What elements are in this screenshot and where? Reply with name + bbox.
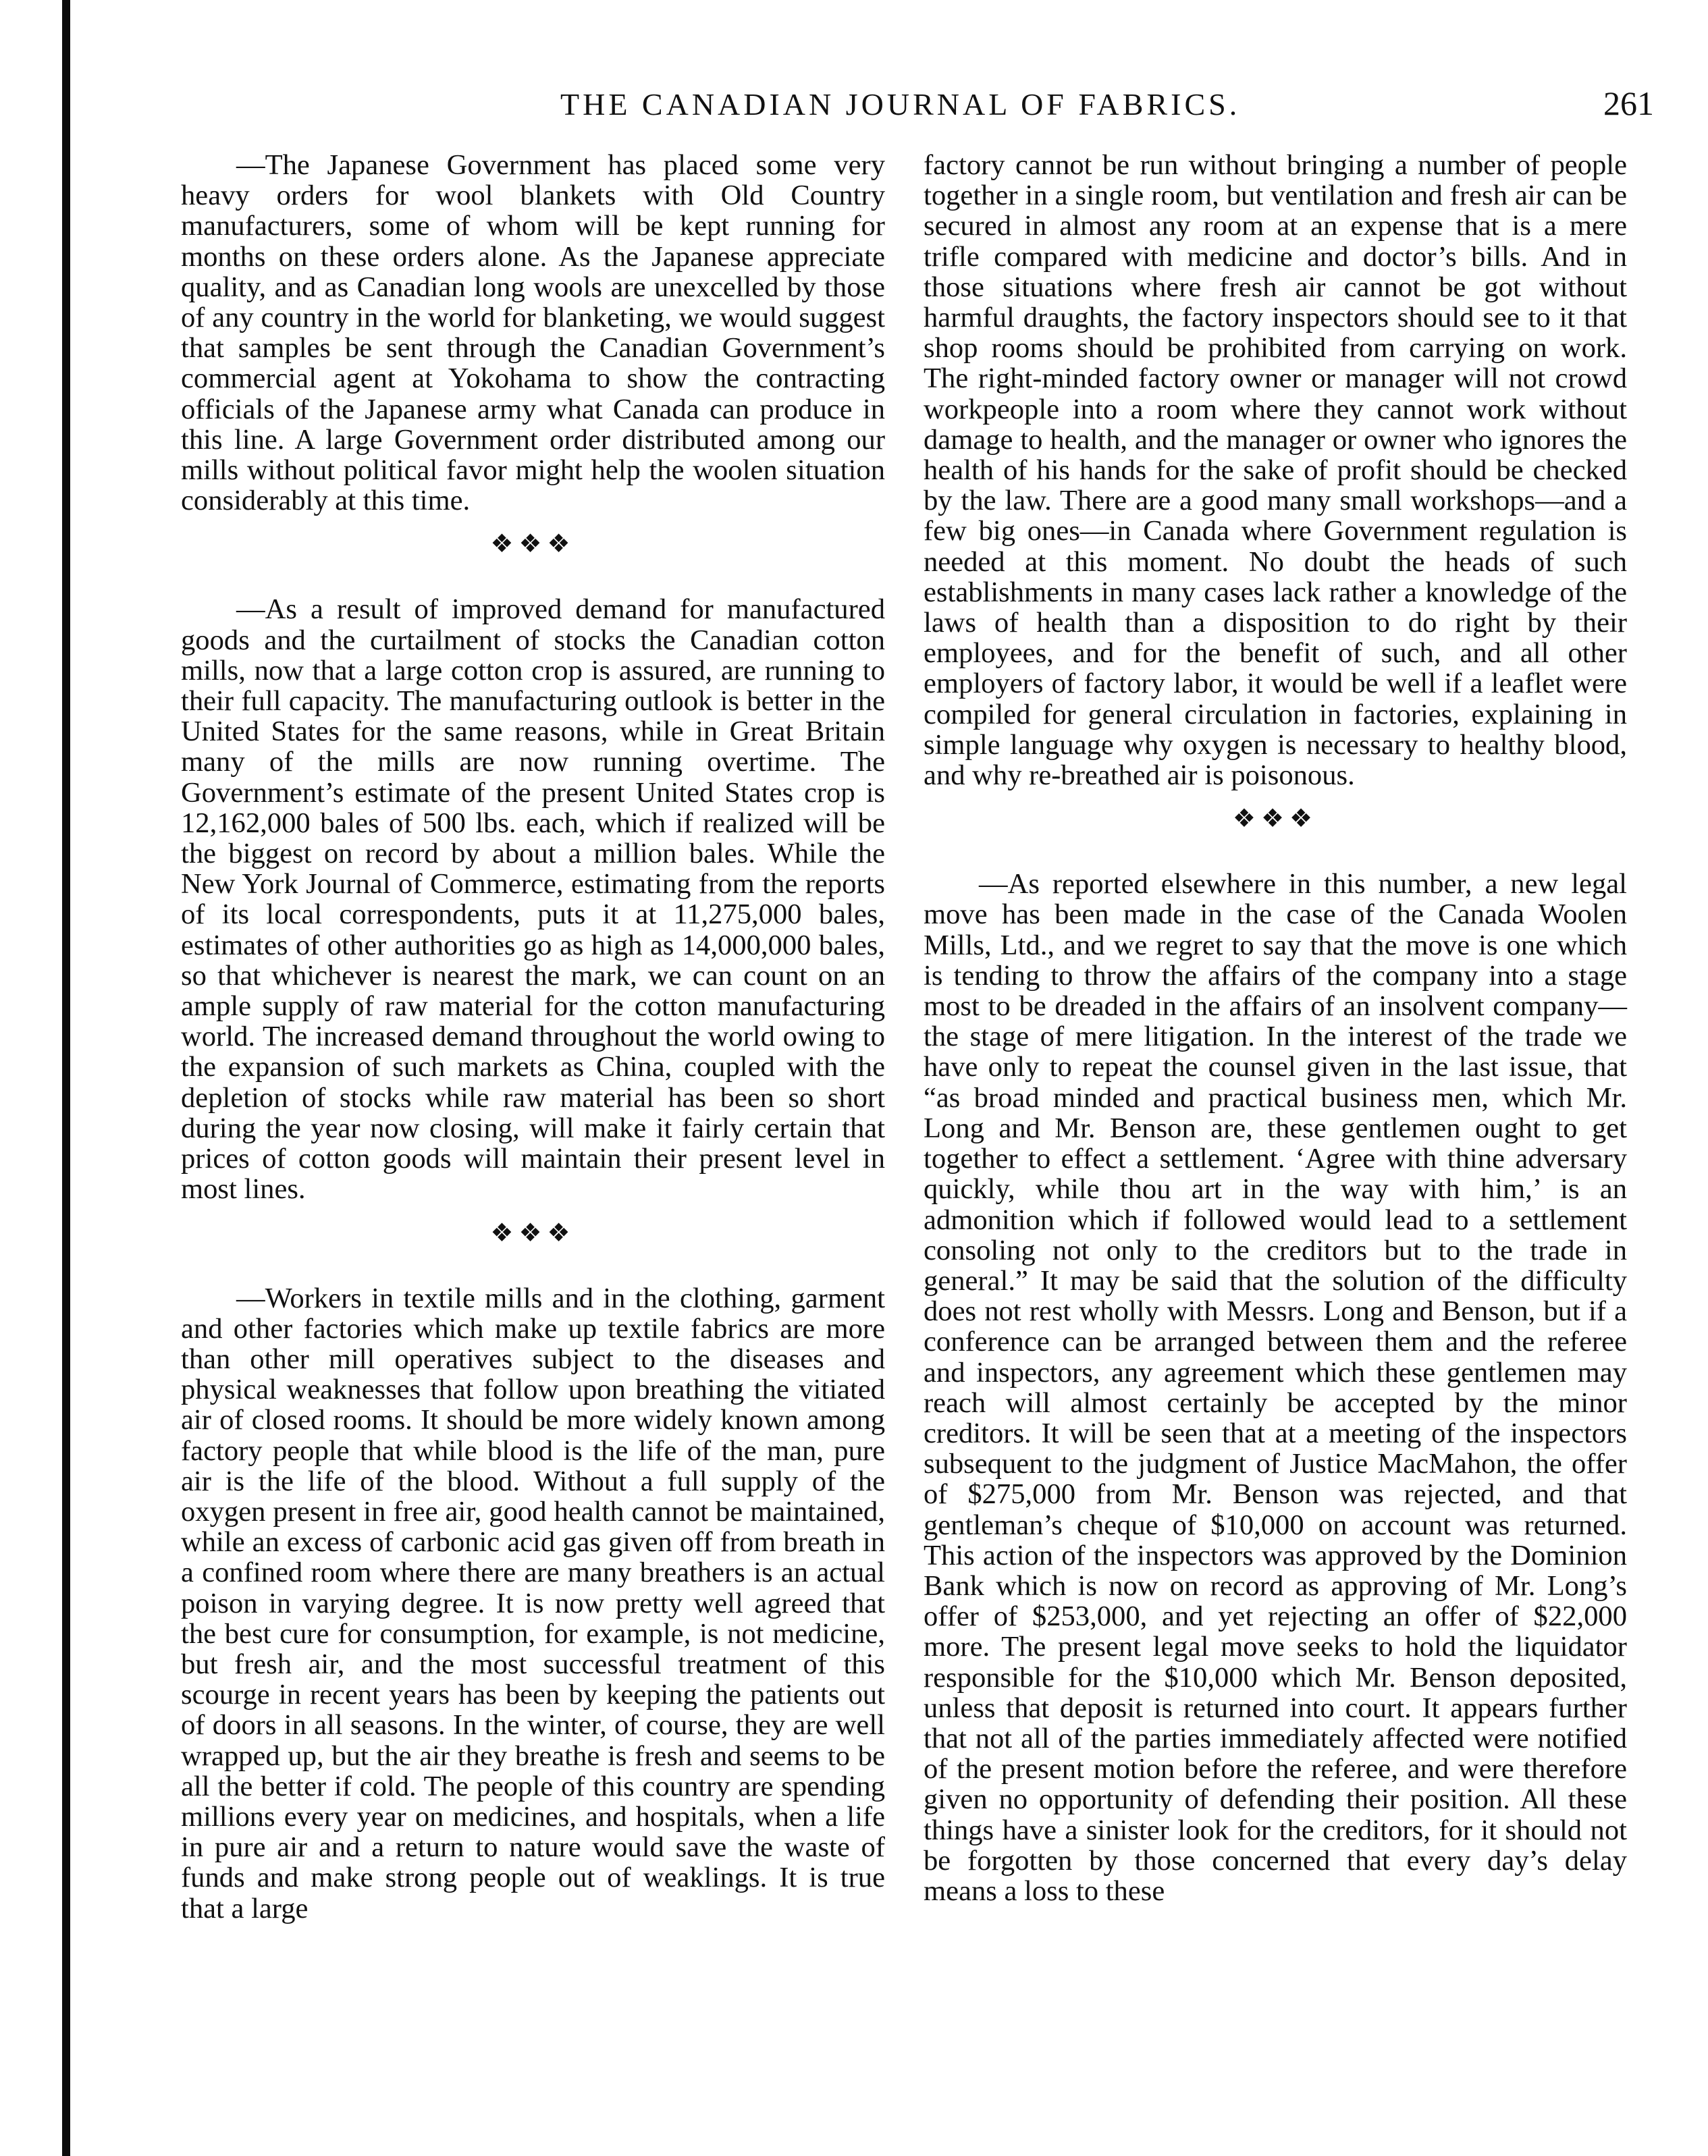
section-separator-ornament: ❖❖❖ [490, 1218, 576, 1247]
article-textile-workers-health: —Workers in textile mills and in the clothing, garment and other factories which make up textile fabrics are more than other mill operatives subject to the diseases and physical weaknesses that follow upon breathing the vitiated air of closed rooms. It should be more widely known among factory people that while blood is the life of the man, pure air is the life of the blood. Without a full supply of the oxygen present in free air, good health cannot be maintained, while an excess of carbonic acid gas given off from breath in a confined room where there are many breathers is an actual poison in varying degree. It is now pretty well agreed that the best cure for consumption, for example, is not medicine, but fresh air, and the most successful treatment of this scourge in recent years has been by keeping the patients out of doors in all seasons. In the winter, of course, they are well wrapped up, but the air they breathe is fresh and seems to be all the better if cold. The people of this country are spending millions every year on medicines, and hospitals, when a life in pure air and a return to nature would save the waste of funds and make strong people out of weaklings. It is true that a large [181, 1282, 885, 1924]
running-head: THE CANADIAN JOURNAL OF FABRICS. [560, 87, 1241, 122]
page-number: 261 [1603, 84, 1654, 122]
page-header [162, 80, 1654, 134]
section-separator-ornament: ❖❖❖ [490, 530, 576, 559]
left-column [181, 150, 885, 1924]
article-canada-woolen-mills: —As reported elsewhere in this number, a new legal move has been made in the case of the Canada Woolen Mills, Ltd., and we regret to say that the move is one which is tending to throw the affairs of the company into a stage most to be dreaded in the affairs of an insolvent company—the stage of mere litigation. In the interest of the trade we have only to repeat the counsel given in the last issue, that “as broad minded and practical business men, which Mr. Long and Mr. Benson are, these gentlemen ought to get together to effect a settlement. ‘Agree with thine adversary quickly, while thou art in the way with him,’ is an admonition which if followed would lead to a settlement consoling not only to the creditors but to the trade in general.” It may be said that the solution of the difficulty does not rest wholly with Messrs. Long and Benson, but if a conference can be arranged between them and the referee and inspectors, any agreement which these gentlemen may reach will almost certainly be accepted by the minor creditors. It will be seen that at a meeting of the inspectors subsequent to the judgment of Justice MacMahon, the offer of $275,000 from Mr. Benson was rejected, and that gentleman’s cheque of $10,000 on account was returned. This action of the inspectors was approved by the Dominion Bank which is now on record as approving of Mr. Long’s offer of $253,000, and yet rejecting an offer of $22,000 more. The present legal move seeks to hold the liquidator responsible for the $10,000 which Mr. Benson deposited, unless that deposit is returned into court. It appears further that not all of the parties immediately affected were notified of the present motion before the referee, and were therefore given no opportunity of defending their position. All these things have a sinister look for the creditors, for it should not be forgotten by those concerned that every day’s delay means a loss to these [924, 868, 1627, 1907]
binding-edge-rule [62, 0, 70, 2156]
article-cotton-mills: —As a result of improved demand for manufactured goods and the curtailment of stocks the Canadian cotton mills, now that a large cotton crop is assured, are running to their full capacity. The manufacturing outlook is better in the United States for the same reasons, while in Great Britain many of the mills are now running overtime. The Government’s estimate of the present United States crop is 12,162,000 bales of 500 lbs. each, which if realized will be the biggest on record by about a million bales. While the New York Journal of Commerce, estimating from the reports of its local correspondents, puts it at 11,275,000 bales, estimates of other authorities go as high as 14,000,000 bales, so that whichever is nearest the mark, we can count on an ample supply of raw material for the cotton manufacturing world. The increased demand throughout the world owing to the expansion of such markets as China, coupled with the depletion of stocks while raw material has been so short during the year now closing, will make it fairly certain that prices of cotton goods will maintain their present level in most lines. [181, 593, 885, 1206]
section-separator-ornament: ❖❖❖ [1232, 805, 1318, 834]
article-japanese-blankets: —The Japanese Government has placed some very heavy orders for wool blankets with Old Country manufacturers, some of whom will be kept running for months on these orders alone. As the Japanese appreciate quality, and as Canadian long wools are unexcelled by those of any country in the world for blanketing, we would suggest that samples be sent through the Canadian Government’s commercial agent at Yokohama to show the contracting officials of the Japanese army what Canada can produce in this line. A large Government order distributed among our mills without political favor might help the woolen situation considerably at this time. [181, 149, 885, 517]
right-column [924, 150, 1627, 1906]
article-textile-workers-health-continued: factory cannot be run without bringing a number of people together in a single room, but ventilation and fresh air can be secured in almost any room at an expense that is a mere trifle compared with medicine and doctor’s bills. And in those situations where fresh air cannot be got without harmful draughts, the factory inspectors should see to it that shop rooms should be prohibited from carrying on work. The right-minded factory owner or manager will not crowd workpeople into a room where they cannot work without damage to health, and the manager or owner who ignores the health of his hands for the sake of profit should be checked by the law. There are a good many small workshops—and a few big ones—in Canada where Government regulation is needed at this moment. No doubt the heads of such establishments in many cases lack rather a knowledge of the laws of health than a disposition to do right by their employees, and for the benefit of such, and all other employers of factory labor, it would be well if a leaflet were compiled for general circulation in factories, explaining in simple language why oxygen is necessary to healthy blood, and why re-breathed air is poisonous. [924, 149, 1627, 792]
